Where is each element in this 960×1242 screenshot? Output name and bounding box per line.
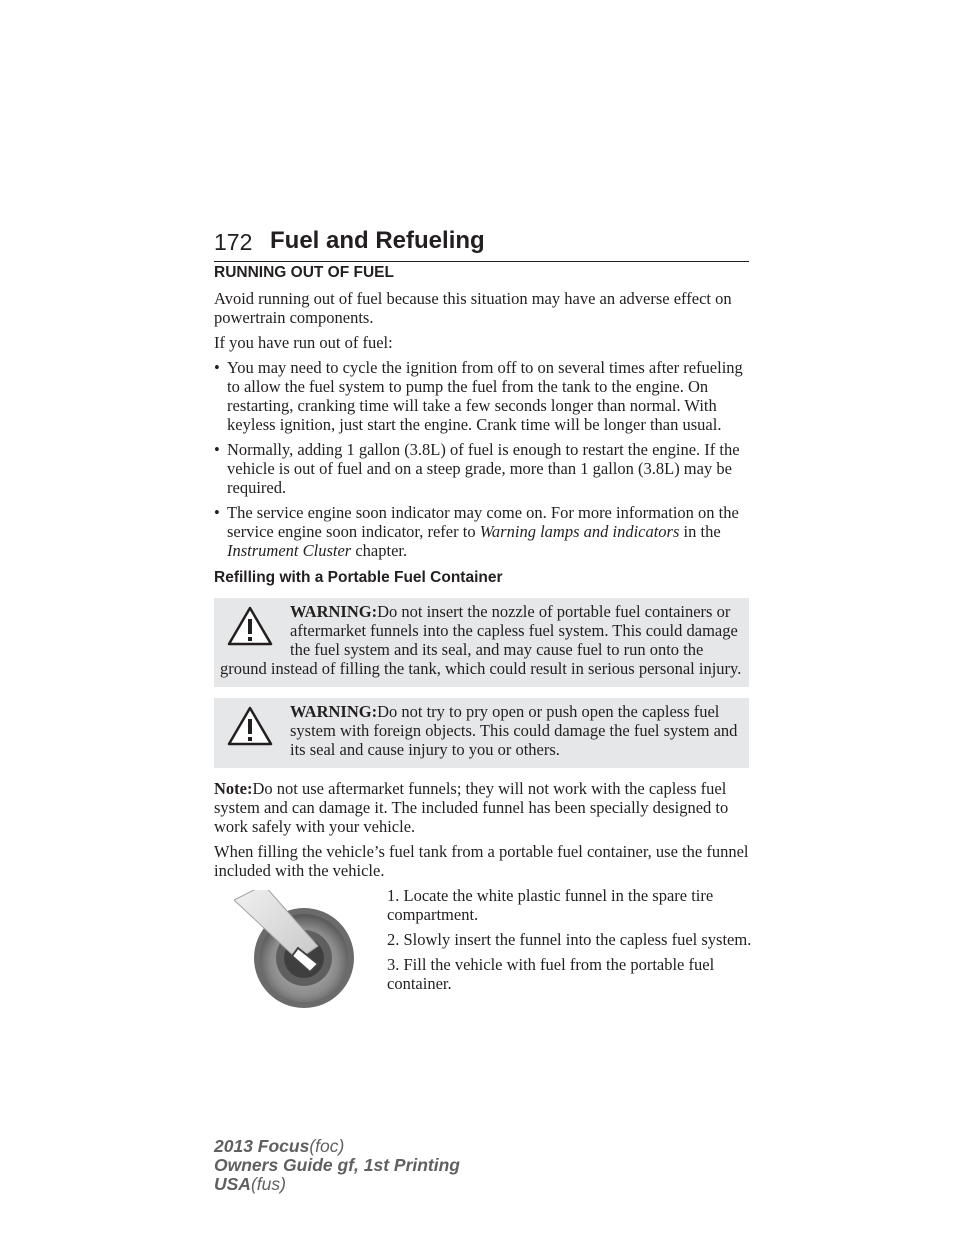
- step-item: 3. Fill the vehicle with fuel from the portable fuel container.: [387, 955, 715, 993]
- warning-text: Do not insert the nozzle of portable fuel containers or aftermarket funnels into the capless fuel system. This could damage the fuel system and its seal, and may cause fuel to run onto the ground instead of filling the tank, which could result in serious personal injury.: [220, 602, 742, 678]
- bullet-list: [214, 358, 749, 560]
- warning-label: WARNING:: [290, 702, 378, 721]
- step-item: 1. Locate the white plastic funnel in the spare tire compartment.: [387, 886, 714, 924]
- chapter-title: Fuel and Refueling: [270, 227, 485, 254]
- warning-box: [214, 598, 749, 687]
- section-heading-running-out: RUNNING OUT OF FUEL: [214, 264, 394, 281]
- warning-text: Do not try to pry open or push open the capless fuel system with foreign objects. This could damage the fuel system and its seal and cause injury to you or others.: [290, 702, 738, 759]
- list-item-text: in the: [683, 522, 721, 541]
- footer-market: USA: [214, 1174, 251, 1194]
- page-content: [214, 263, 752, 1026]
- paragraph: When filling the vehicle’s fuel tank from a portable fuel container, use the funnel included with the vehicle.: [214, 842, 749, 880]
- funnel-illustration: [234, 890, 354, 1014]
- list-item: [214, 440, 749, 497]
- list-item-text: chapter.: [355, 541, 408, 560]
- bullet-icon: •: [214, 358, 220, 377]
- bullet-icon: •: [214, 440, 220, 459]
- list-item-text: The service engine soon indicator may come on. For more information on the service engine soon indicator, refer to: [227, 503, 739, 541]
- list-item: [214, 503, 749, 560]
- warning-triangle-icon: [226, 705, 274, 747]
- section-heading-refilling: Refilling with a Portable Fuel Container: [214, 569, 503, 586]
- note: [214, 779, 749, 836]
- footer-model-code: (foc): [309, 1136, 345, 1156]
- list-item-text: Normally, adding 1 gallon (3.8L) of fuel is enough to restart the engine. If the vehicle is out of fuel and on a steep grade, more than 1 gallon (3.8L) may be required.: [227, 440, 740, 497]
- footer-market-code: (fus): [250, 1174, 286, 1194]
- cross-reference: Warning lamps and indicators: [479, 522, 680, 541]
- page-number: 172: [214, 229, 253, 255]
- page-footer: [214, 1137, 460, 1194]
- paragraph: If you have run out of fuel:: [214, 333, 393, 352]
- footer-model: 2013 Focus: [214, 1136, 310, 1156]
- steps-list: [387, 886, 752, 999]
- funnel-figure-section: [214, 886, 752, 1026]
- warning-box: [214, 698, 749, 768]
- list-item: [214, 358, 749, 434]
- warning-triangle-icon: [226, 605, 274, 647]
- paragraph: Avoid running out of fuel because this situation may have an adverse effect on powertrain components.: [214, 289, 732, 327]
- step-item: 2. Slowly insert the funnel into the capless fuel system.: [387, 930, 752, 949]
- page-header: [214, 227, 749, 262]
- list-item-text: You may need to cycle the ignition from off to on several times after refueling to allow the fuel system to pump the fuel from the tank to the engine. On restarting, cranking time will take a few seconds longer than normal. With keyless ignition, just start the engine. Crank time will be longer than usual.: [227, 358, 743, 434]
- note-label: Note:: [214, 779, 253, 798]
- bullet-icon: •: [214, 503, 220, 522]
- warning-label: WARNING:: [290, 602, 378, 621]
- note-text: Do not use aftermarket funnels; they will not work with the capless fuel system and can damage it. The included funnel has been specially designed to work safely with your vehicle.: [214, 779, 729, 836]
- cross-reference: Instrument Cluster: [227, 541, 352, 560]
- footer-guide: Owners Guide gf, 1st Printing: [214, 1155, 460, 1175]
